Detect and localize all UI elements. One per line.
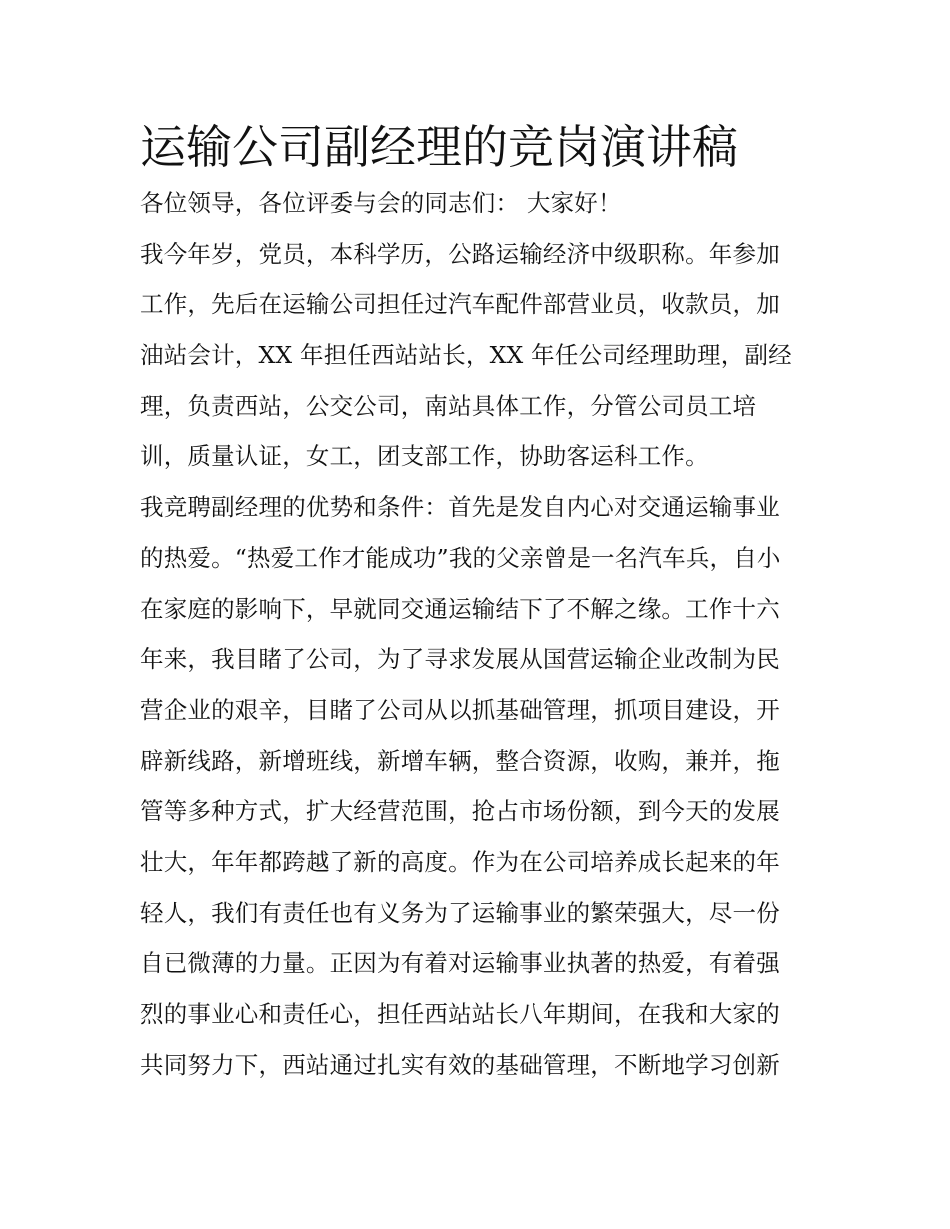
paragraph-line: 营企业的艰辛，目睹了公司从以抓基础管理，抓项目建设，开 xyxy=(140,695,780,724)
paragraph-line: 轻人，我们有责任也有义务为了运输事业的繁荣强大，尽一份 xyxy=(140,898,780,927)
paragraph-line: 训，质量认证，女工，团支部工作，协助客运科工作。 xyxy=(140,442,709,471)
paragraph-line: 共同努力下，西站通过扎实有效的基础管理，不断地学习创新 xyxy=(140,1050,780,1079)
paragraph-line: 理，负责西站，公交公司，南站具体工作，分管公司员工培 xyxy=(140,391,757,420)
paragraph-line: 油站会计，XX 年担任西站站长，XX 年任公司经理助理，副经 xyxy=(140,341,792,370)
paragraph-line: 在家庭的影响下，早就同交通运输结下了不解之缘。工作十六 xyxy=(140,594,780,623)
salutation-line: 各位领导，各位评委与会的同志们： 大家好！ xyxy=(140,189,622,217)
paragraph-line: 我今年岁，党员，本科学历，公路运输经济中级职称。年参加 xyxy=(140,239,780,268)
paragraph-line: 工作，先后在运输公司担任过汽车配件部营业员，收款员，加 xyxy=(140,290,780,319)
document-title: 运输公司副经理的竞岗演讲稿 xyxy=(140,120,738,174)
paragraph-line: 烈的事业心和责任心，担任西站站长八年期间，在我和大家的 xyxy=(140,1000,780,1028)
paragraph-line: 自已微薄的力量。正因为有着对运输事业执著的热爱，有着强 xyxy=(140,949,780,978)
paragraph-line: 辟新线路，新增班线，新增车辆，整合资源，收购，兼并，拖 xyxy=(140,746,780,775)
paragraph-line: 管等多种方式，扩大经营范围，抢占市场份额，到今天的发展 xyxy=(140,797,780,826)
paragraph-line: 壮大，年年都跨越了新的高度。作为在公司培养成长起来的年 xyxy=(140,847,780,876)
paragraph-line: 年来，我目睹了公司，为了寻求发展从国营运输企业改制为民 xyxy=(140,645,780,674)
document-body xyxy=(140,178,816,1090)
paragraph-line: 我竞聘副经理的优势和条件：首先是发自内心对交通运输事业 xyxy=(140,493,780,522)
paragraph-line: 的热爱。“热爱工作才能成功”我的父亲曾是一名汽车兵，自小 xyxy=(140,543,781,572)
